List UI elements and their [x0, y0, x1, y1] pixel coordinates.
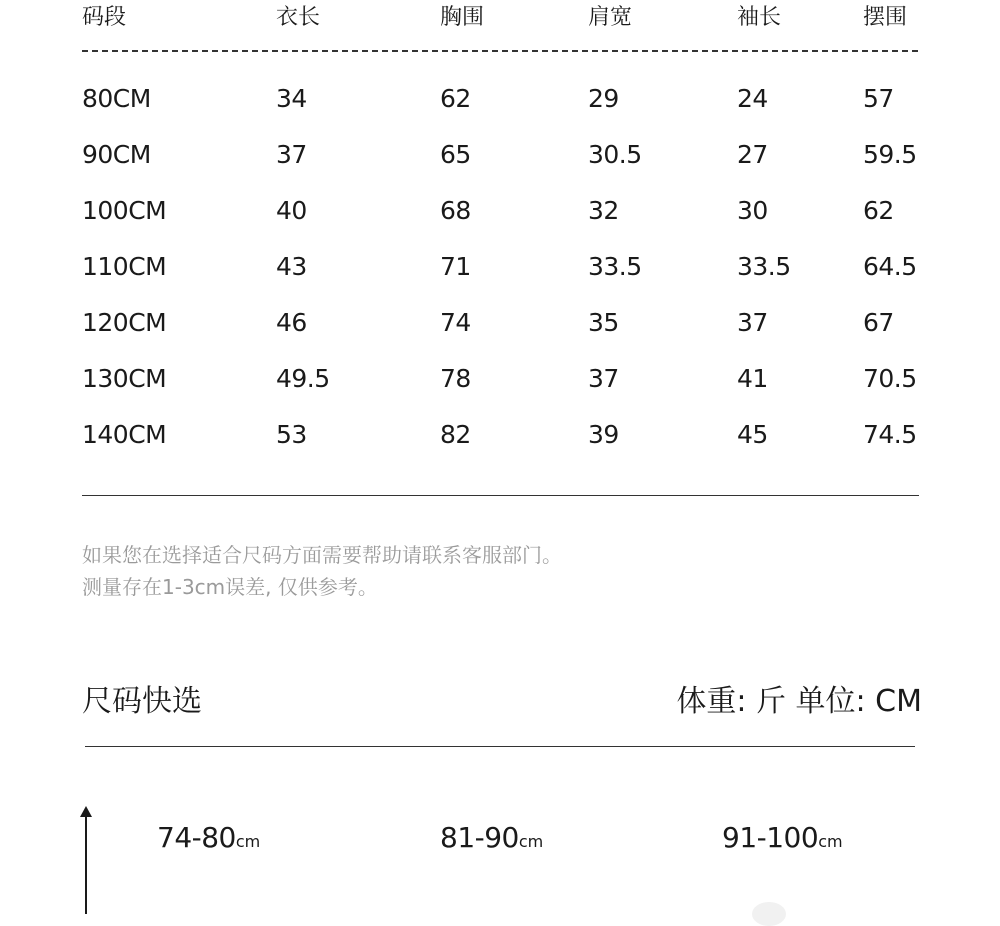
cell-length: 40 — [276, 196, 307, 225]
tolerance-note: 测量存在1-3cm误差, 仅供参考。 — [82, 575, 378, 599]
cell-size: 100CM — [82, 196, 167, 225]
cell-sleeve: 27 — [737, 140, 768, 169]
cell-sleeve: 41 — [737, 364, 768, 393]
weight-range-value: 74-80 — [157, 821, 236, 854]
cell-length: 46 — [276, 308, 307, 337]
weight-range-value: 81-90 — [440, 821, 519, 854]
cell-hem: 57 — [863, 84, 894, 113]
weight-range-unit: cm — [518, 832, 544, 851]
header-size: 码段 — [82, 5, 127, 30]
cell-sleeve: 30 — [737, 196, 768, 225]
cell-chest: 62 — [440, 84, 471, 113]
cell-chest: 65 — [440, 140, 471, 169]
cell-size: 120CM — [82, 308, 167, 337]
cell-chest: 74 — [440, 308, 471, 337]
unit-label: 体重: 斤 单位: CM — [676, 684, 922, 719]
cell-chest: 78 — [440, 364, 471, 393]
cell-size: 130CM — [82, 364, 167, 393]
weight-axis — [85, 812, 87, 914]
cell-sleeve: 24 — [737, 84, 768, 113]
cell-length: 53 — [276, 420, 307, 449]
header-chest: 胸围 — [440, 5, 485, 30]
cell-size: 140CM — [82, 420, 167, 449]
cell-hem: 64.5 — [863, 252, 917, 281]
cell-sleeve: 37 — [737, 308, 768, 337]
cell-shoulder: 29 — [588, 84, 619, 113]
cell-shoulder: 39 — [588, 420, 619, 449]
decorative-shape — [752, 902, 786, 926]
weight-range-unit: cm — [818, 832, 843, 851]
quick-select-title: 尺码快选 — [82, 684, 202, 719]
table-bottom-rule — [82, 495, 919, 496]
cell-chest: 82 — [440, 420, 471, 449]
cell-chest: 68 — [440, 196, 471, 225]
cell-chest: 71 — [440, 252, 471, 281]
weight-range-2[interactable] — [440, 820, 543, 860]
cell-length: 43 — [276, 252, 307, 281]
header-sleeve: 袖长 — [737, 5, 782, 30]
header-dashed-divider — [82, 50, 918, 52]
weight-range-unit: cm — [235, 832, 261, 851]
cell-hem: 62 — [863, 196, 894, 225]
cell-hem: 67 — [863, 308, 894, 337]
cell-size: 80CM — [82, 84, 151, 113]
weight-range-3[interactable] — [722, 820, 843, 860]
weight-range-1[interactable] — [157, 820, 260, 860]
cell-length: 34 — [276, 84, 307, 113]
help-note: 如果您在选择适合尺码方面需要帮助请联系客服部门。 — [82, 543, 562, 567]
cell-sleeve: 45 — [737, 420, 768, 449]
cell-sleeve: 33.5 — [737, 252, 791, 281]
cell-size: 90CM — [82, 140, 151, 169]
cell-shoulder: 37 — [588, 364, 619, 393]
cell-size: 110CM — [82, 252, 167, 281]
header-hem: 摆围 — [863, 5, 908, 30]
cell-shoulder: 32 — [588, 196, 619, 225]
cell-shoulder: 33.5 — [588, 252, 642, 281]
cell-hem: 70.5 — [863, 364, 917, 393]
cell-length: 37 — [276, 140, 307, 169]
cell-hem: 74.5 — [863, 420, 917, 449]
cell-hem: 59.5 — [863, 140, 917, 169]
cell-shoulder: 30.5 — [588, 140, 642, 169]
cell-length: 49.5 — [276, 364, 330, 393]
cell-shoulder: 35 — [588, 308, 619, 337]
header-length: 衣长 — [276, 5, 321, 30]
quick-select-rule — [85, 746, 915, 747]
header-shoulder: 肩宽 — [588, 5, 633, 30]
weight-range-value: 91-100 — [722, 821, 819, 854]
